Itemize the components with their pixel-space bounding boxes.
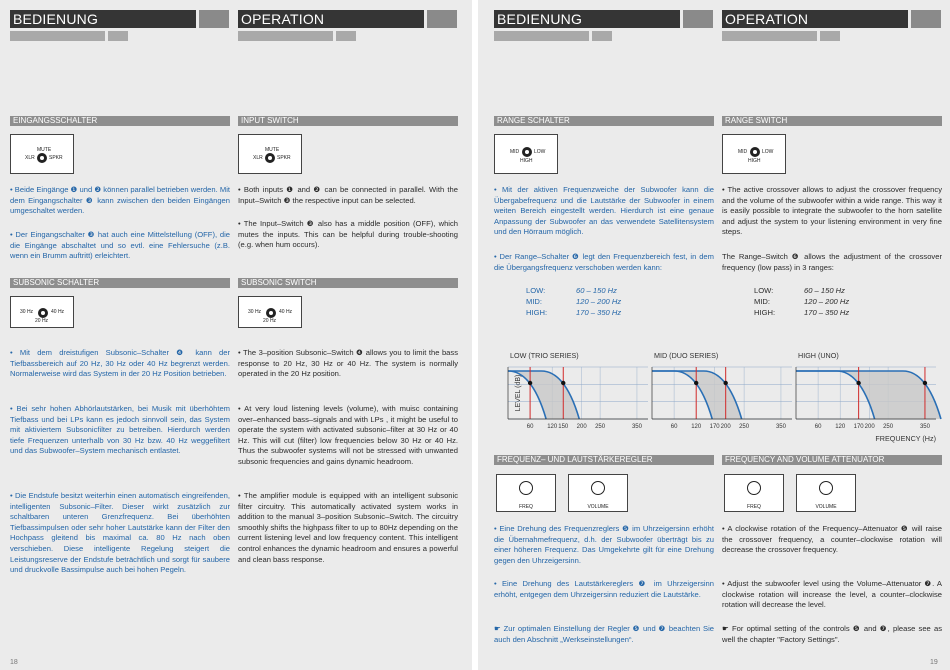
chart-ylabel: LEVEL (dB) xyxy=(515,374,522,412)
right-subbar-3 xyxy=(722,31,817,41)
range-label: LOW: xyxy=(526,286,546,295)
chart-range-point xyxy=(528,381,532,385)
chart-panel-title: HIGH (UNO) xyxy=(798,351,839,360)
subsonic-knob xyxy=(266,308,276,318)
chart-tick-label: 200 xyxy=(576,424,587,430)
right-header-de: BEDIENUNG xyxy=(494,10,680,28)
freq-en-para-1: • A clockwise rotation of the Frequency–Attenuator ❺ will raise the crossover frequency, a counter–clockwise rotation will decrease the crossover frequency. xyxy=(722,524,942,555)
section-title-range-en: RANGE SWITCH xyxy=(722,116,942,126)
section-title-freq-de: FREQUENZ– UND LAUTSTÄRKEREGLER xyxy=(494,455,714,465)
chart-tick-label: 250 xyxy=(739,424,750,430)
input-en-para-1: • Both inputs ❶ and ❷ can be connected in parallel. With the Input–Switch ❸ the respective input can be selected. xyxy=(238,185,458,205)
range-value: 60 – 150 Hz xyxy=(804,286,845,295)
chart-range-point xyxy=(561,381,565,385)
chart-range-area xyxy=(652,371,742,419)
chart-tick-label: 170 xyxy=(853,424,864,430)
subsonic-label-20: 20 Hz xyxy=(35,318,49,324)
range-switch-illustration-en xyxy=(722,134,786,174)
input-de-para-2: • Der Eingangschalter ❸ hat auch eine Mittelstellung (OFF), die die Eingänge abschaltet und so evtl. eine Fehlersuche (z.B. wenn ein Brumm auftritt) erleichtert. xyxy=(10,230,230,261)
range-en-para-1: • The active crossover allows to adjust the crossover frequency and the volume of the subwoofer within a wide range. This way it is easily possible to integrate the subwoofer to the horn satellite and adjust the system to your listening environment in very fine steps. xyxy=(722,185,942,237)
chart-tick-label: 60 xyxy=(814,424,822,430)
right-header-de-box xyxy=(683,10,713,28)
input-switch-illustration-de xyxy=(10,134,74,174)
switch-label-xlr: XLR xyxy=(253,155,263,161)
left-subbar-3 xyxy=(238,31,333,41)
freq-dial-illustration-de xyxy=(496,474,556,512)
range-value: 60 – 150 Hz xyxy=(576,286,617,295)
input-switch-illustration-en xyxy=(238,134,302,174)
chart-tick-label: 120 xyxy=(835,424,846,430)
range-label: MID: xyxy=(754,297,771,306)
switch-label-spkr: SPKR xyxy=(277,155,291,161)
section-title-subsonic-de: SUBSONIC SCHALTER xyxy=(10,278,230,288)
volume-dial-label: VOLUME xyxy=(815,504,837,510)
chart-tick-label: 120 xyxy=(547,424,558,430)
left-header-de: BEDIENUNG xyxy=(10,10,196,28)
range-list-de xyxy=(526,285,706,321)
range-value: 120 – 200 Hz xyxy=(804,297,850,306)
range-value: 170 – 350 Hz xyxy=(804,308,850,317)
range-en-para-2: The Range–Switch ❻ allows the adjustment of the crossover frequency (low pass) in 3 ranges: xyxy=(722,252,942,272)
range-knob xyxy=(750,147,760,157)
volume-dial-illustration-de xyxy=(568,474,628,512)
chart-xlabel: FREQUENCY (Hz) xyxy=(875,434,936,443)
range-label-high: HIGH xyxy=(748,158,761,164)
range-label-low: LOW xyxy=(762,149,774,155)
range-label: MID: xyxy=(526,297,543,306)
freq-dial-label: FREQ xyxy=(747,504,761,510)
chart-range-point xyxy=(723,381,727,385)
section-title-input-de: EINGANGSSCHALTER xyxy=(10,116,230,126)
range-value: 170 – 350 Hz xyxy=(576,308,622,317)
chart-tick-label: 250 xyxy=(883,424,894,430)
freq-dial-icon xyxy=(519,481,533,495)
chart-tick-label: 350 xyxy=(631,424,642,430)
section-title-freq-en: FREQUENCY AND VOLUME ATTENUATOR xyxy=(722,455,942,465)
chart-panel-title: MID (DUO SERIES) xyxy=(654,351,719,360)
left-header-en: OPERATION xyxy=(238,10,424,28)
chart-tick-label: 170 xyxy=(709,424,720,430)
range-de-para-1: • Mit der aktiven Frequenzweiche der Subwoofer kann die Übergabefrequenz und die Lautstärke der Subwoofer in einem weiten Bereich eingestellt werden. Hierdurch ist eine genaue Anpassung der Subwoofer an das verwendete Satellitensystem und den Hörraum möglich. xyxy=(494,185,714,237)
freq-en-para-2: • Adjust the subwoofer level using the Volume–Attenuator ❼. A clockwise rotation will increase the level, a counter–clockwise rotation will decrease the level. xyxy=(722,579,942,610)
chart-tick-label: 60 xyxy=(526,424,534,430)
left-subbar-1 xyxy=(10,31,105,41)
switch-knob xyxy=(37,153,47,163)
page-number-right: 19 xyxy=(930,659,938,666)
chart-panel-title: LOW (TRIO SERIES) xyxy=(510,351,579,360)
range-label-high: HIGH xyxy=(520,158,533,164)
range-label-mid: MID xyxy=(510,149,520,155)
freq-dial-label: FREQ xyxy=(519,504,533,510)
subsonic-label-40: 40 Hz xyxy=(279,309,293,315)
subsonic-knob xyxy=(38,308,48,318)
range-label-mid: MID xyxy=(738,149,748,155)
chart-tick-label: 200 xyxy=(864,424,875,430)
range-de-para-2: • Der Range–Schalter ❻ legt den Frequenzbereich fest, in dem die Übergangsfrequenz verschoben werden kann: xyxy=(494,252,714,272)
chart-tick-label: 350 xyxy=(919,424,930,430)
freq-de-para-1: • Eine Drehung des Frequenzreglers ❺ im Uhrzeigersinn erhöht die Übernahmefrequenz, d.h. der Subwoofer überträgt bis zu einer höheren Frequenz. Das Umgekehrte gilt für eine Drehung gegen den Uhrzeigersinn. xyxy=(494,524,714,565)
subsonic-label-30: 30 Hz xyxy=(248,309,262,315)
right-header-en-box xyxy=(911,10,941,28)
left-subbar-4 xyxy=(336,31,356,41)
range-label-low: LOW xyxy=(534,149,546,155)
switch-label-mute: MUTE xyxy=(265,147,280,153)
chart-tick-label: 250 xyxy=(595,424,606,430)
chart-range-point xyxy=(856,381,860,385)
volume-dial-label: VOLUME xyxy=(587,504,609,510)
range-label: HIGH: xyxy=(754,308,776,317)
chart-tick-label: 120 xyxy=(691,424,702,430)
left-header-de-box xyxy=(199,10,229,28)
volume-dial-illustration-en xyxy=(796,474,856,512)
chart-tick-label: 60 xyxy=(670,424,678,430)
switch-knob xyxy=(265,153,275,163)
subsonic-de-para-3: • Die Endstufe besitzt weiterhin einen automatisch eingreifenden, intelligenten Subsonic–Filter. Dieser wirkt zusätzlich zur schaltbaren unteren Grenzfrequenz. Bei überhöhten Tiefbassimpulsen oder sehr hoher Lautstärke kann der Filter den Hochpass gleitend bis maximal ca. 80 Hz nach oben verschieben. Diese intelligente Regelung steigert die Leistungsreserve der Endstufe beträchtlich und sorgt für saubere und druckvolle Bassimpulse auch bei hohen Pegeln. xyxy=(10,491,230,575)
subsonic-label-30: 30 Hz xyxy=(20,309,34,315)
range-label: LOW: xyxy=(754,286,774,295)
range-switch-illustration-de xyxy=(494,134,558,174)
right-header-en: OPERATION xyxy=(722,10,908,28)
crossover-chart xyxy=(494,345,944,445)
switch-label-xlr: XLR xyxy=(25,155,35,161)
subsonic-label-40: 40 Hz xyxy=(51,309,65,315)
subsonic-switch-illustration-de xyxy=(10,296,74,328)
chart-tick-label: 350 xyxy=(775,424,786,430)
page-number-left: 18 xyxy=(10,659,18,666)
freq-de-para-2: • Eine Drehung des Lautstärkereglers ❼ im Uhrzeigersinn erhöht, entgegen dem Uhrzeigersinn reduziert die Lautstärke. xyxy=(494,579,714,599)
subsonic-de-para-1: • Mit dem dreistufigen Subsonic–Schalter ❹ kann der Tiefbassbereich auf 20 Hz, 30 Hz oder 40 Hz begrenzt werden. Normalerweise wird das System in der 20 Hz Position betrieben. xyxy=(10,348,230,379)
chart-range-point xyxy=(923,381,927,385)
switch-label-spkr: SPKR xyxy=(49,155,63,161)
right-subbar-1 xyxy=(494,31,589,41)
volume-dial-icon xyxy=(591,481,605,495)
range-label: HIGH: xyxy=(526,308,548,317)
section-title-subsonic-en: SUBSONIC SWITCH xyxy=(238,278,458,288)
right-page xyxy=(478,0,950,670)
chart-tick-label: 200 xyxy=(720,424,731,430)
freq-en-para-3: ☛ For optimal setting of the controls ❺ and ❼, please see as well the chapter "Factory Settings". xyxy=(722,624,942,644)
subsonic-de-para-2: • Bei sehr hohen Abhörlautstärken, bei Musik mit überhöhtem Tiefbass und bei LPs kann es jedoch sinnvoll sein, das System mit aktiviertem Subsonicfilter zu betreiben. Hierdurch werden tiefe Frequenzen unterhalb von 30 Hz bzw. 40 Hz weggefiltert und das Subwoofer–System mechanisch entlastet. xyxy=(10,404,230,456)
left-header-en-box xyxy=(427,10,457,28)
subsonic-en-para-1: • The 3–position Subsonic–Switch ❹ allows you to limit the bass response to 20 Hz, 30 Hz or 40 Hz. The system is normally operated in the 20 Hz position. xyxy=(238,348,458,379)
subsonic-en-para-3: • The amplifier module is equipped with an intelligent subsonic filter circuitry. This automatically activated system works in addition to the manual 3–position Subsonic–Switch. The circuitry smoothly shifts the highpass filter to up to 80Hz depending on the current listening level and low frequency content. This intelligent control enhances the dynamic headroom and ensures a powerful and clean bass response. xyxy=(238,491,458,564)
right-subbar-2 xyxy=(592,31,612,41)
subsonic-label-20: 20 Hz xyxy=(263,318,277,324)
input-en-para-2: • The Input–Switch ❸ also has a middle position (OFF), which mutes the inputs. This can be helpful during trouble-shooting (e.g. when hum occurs). xyxy=(238,219,458,250)
section-title-range-de: RANGE SCHALTER xyxy=(494,116,714,126)
freq-dial-illustration-en xyxy=(724,474,784,512)
freq-dial-icon xyxy=(747,481,761,495)
freq-de-para-3: ☛ Zur optimalen Einstellung der Regler ❺ und ❼ beachten Sie auch den Abschnitt „Werkseinstellungen“. xyxy=(494,624,714,644)
subsonic-en-para-2: • At very loud listening levels (volume), with muisc containing over–enhanced bass–signals and with LPs , it might be useful to operate the system with activated subsonic–filter at 30 Hz or 40 Hz. This will cut (filter) low frequencies below 30 Hz or 40 Hz. Thus the subwoofer systems will not be stressed with unwanted subsonic frequencies and gains dynamic headroom. xyxy=(238,404,458,466)
chart-tick-label: 150 xyxy=(558,424,569,430)
range-value: 120 – 200 Hz xyxy=(576,297,622,306)
left-subbar-2 xyxy=(108,31,128,41)
right-subbar-4 xyxy=(820,31,840,41)
chart-range-point xyxy=(694,381,698,385)
switch-label-mute: MUTE xyxy=(37,147,52,153)
range-knob xyxy=(522,147,532,157)
range-list-en xyxy=(754,285,934,321)
subsonic-switch-illustration-en xyxy=(238,296,302,328)
input-de-para-1: • Beide Eingänge ❶ und ❷ können parallel betrieben werden. Mit dem Eingangschalter ❸ kann zwischen den beiden Eingängen umgeschaltet werden. xyxy=(10,185,230,216)
section-title-input-en: INPUT SWITCH xyxy=(238,116,458,126)
volume-dial-icon xyxy=(819,481,833,495)
